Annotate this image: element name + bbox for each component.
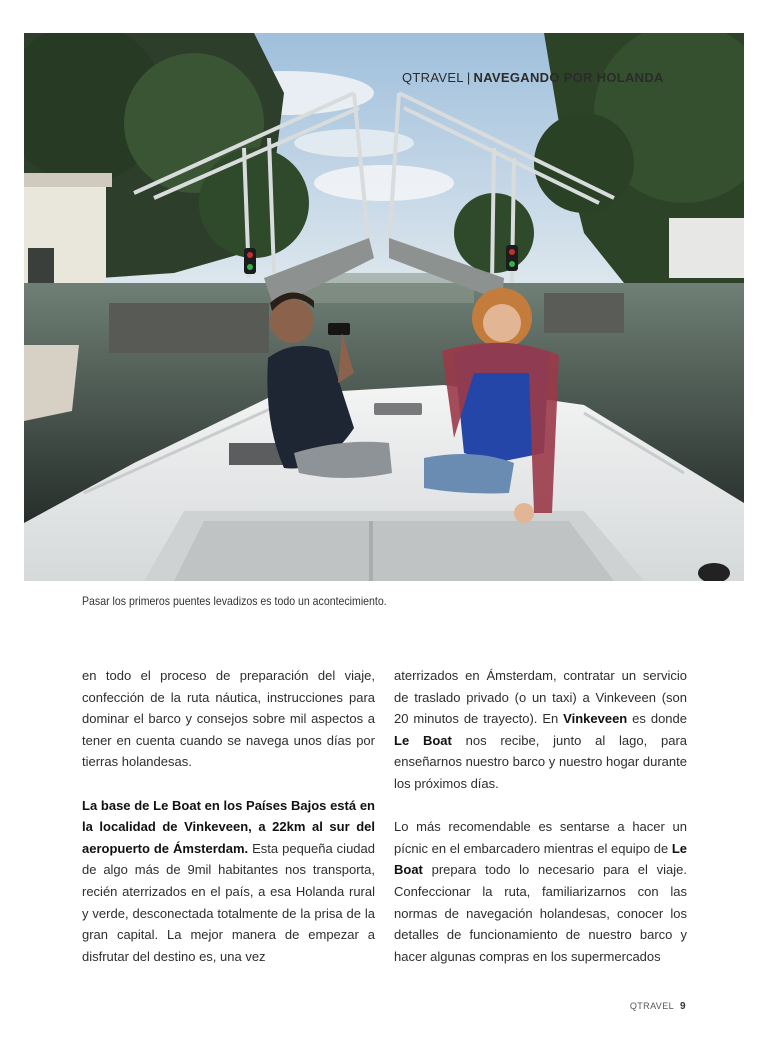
- photo-caption: Pasar los primeros puentes levadizos es todo un acontecimiento.: [82, 594, 387, 608]
- paragraph: [394, 665, 687, 795]
- paragraph-text: prepara todo lo necesario para el viaje. Confeccionar la ruta, familiarizarnos con las normas de navegación holandesas, conocer los detalles de funcionamiento de nuestro barco y hacer algunas compras en los supermercados: [394, 862, 687, 964]
- header-brand: QTRAVEL: [402, 70, 464, 85]
- footer-brand: QTRAVEL: [629, 1001, 675, 1011]
- text-column-left: [82, 665, 375, 989]
- page-number: 9: [680, 1001, 686, 1012]
- paragraph-text: aterrizados en Ámsterdam, contratar un servicio de traslado privado (o un taxi) a Vinkeveen (son 20 minutos de trayecto). En: [394, 668, 687, 727]
- header-section-title: NAVEGANDO POR HOLANDA: [473, 70, 664, 85]
- paragraph: [394, 816, 687, 967]
- paragraph-text: Esta pequeña ciudad de algo más de 9mil habitantes nos transporta, recién aterrizados en el país, a esa Holanda rural y verde, desconectada totalmente de la prisa de la gran capital. La mejor manera de empezar a disfrutar del destino es, una vez: [82, 840, 375, 964]
- paragraph-text: en todo el proceso de preparación del viaje, confección de la ruta náutica, instrucciones para dominar el barco y consejos sobre mil aspectos a tener en cuenta cuando se navega unos días por tierras holandesas.: [82, 668, 375, 770]
- text-column-right: [394, 665, 687, 989]
- paragraph-text: nos recibe, junto al lago, para enseñarnos nuestro barco y nuestro hogar durante los próximos días.: [394, 732, 688, 791]
- bold-le-boat: Le Boat: [394, 732, 452, 748]
- page-footer: [630, 1001, 686, 1012]
- article-photo: [24, 33, 744, 581]
- paragraph-lead-bold: La base de Le Boat en los Países Bajos está en la localidad de Vinkeveen, a 22km al sur del aeropuerto de Ámsterdam.: [82, 797, 375, 856]
- bold-vinkeveen: Vinkeveen: [563, 711, 628, 727]
- header-separator: |: [466, 70, 471, 85]
- photo-illustration: [24, 33, 744, 581]
- paragraph-text: Lo más recomendable es sentarse a hacer un pícnic en el embarcadero mientras el equipo de: [394, 819, 687, 856]
- paragraph-text: es donde: [627, 711, 687, 727]
- bold-le-boat: Le Boat: [394, 840, 687, 878]
- section-header: [402, 70, 664, 85]
- paragraph: [82, 795, 375, 968]
- paragraph: [82, 665, 375, 773]
